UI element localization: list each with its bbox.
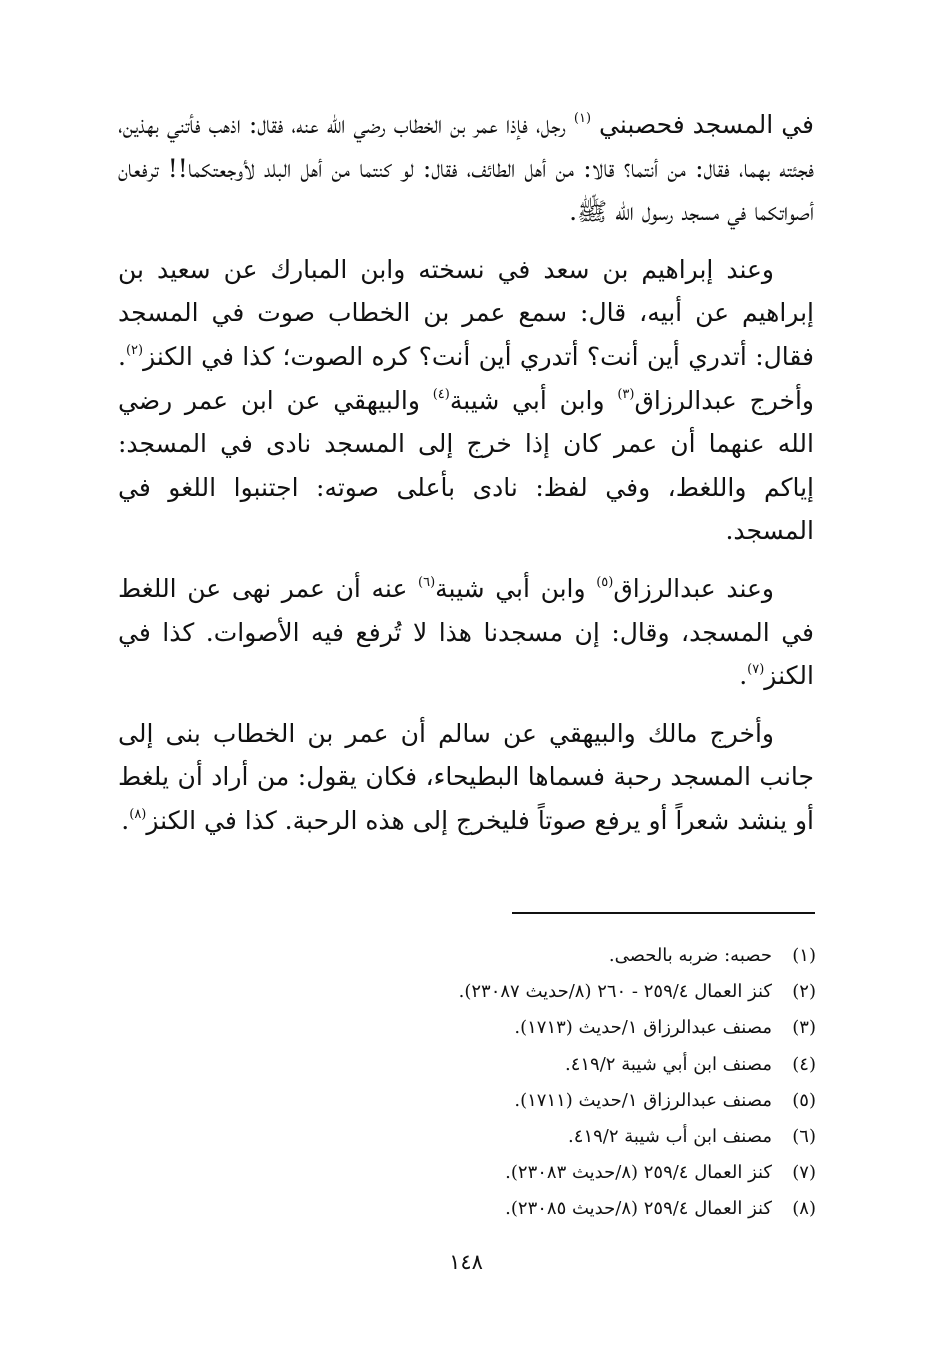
footnote-item [330, 974, 816, 1010]
footnote-text: مصنف ابن أبي شيبة ٤١٩/٢. [564, 1053, 772, 1075]
footnote-ref: (٥) [596, 574, 614, 590]
footnote-item [330, 1191, 816, 1227]
text-span: وعند إبراهيم بن سعد في نسخته وابن المبارك عن سعيد بن إبراهيم عن أبيه، قال: سمع عمر بن الخطاب صوت في المسجد فقال: أتدري أين أنت؟ أتدري أين أنت؟ كره الصوت؛ كذا في الكنز [118, 254, 814, 371]
footnote-number: (٢) [792, 981, 816, 1003]
footnote-ref: (٢) [125, 342, 144, 358]
footnote-number: (١) [792, 945, 816, 966]
text-span: والبيهقي عن ابن عمر رضي الله عنهما أن عمر كان إذا خرج إلى المسجد نادى في المسجد: إياكم واللغط، وفي لفظ: نادى بأعلى صوته: اجتنبوا اللغو في المسجد. [118, 385, 814, 546]
footnote-text: كنز العمال ٢٥٩/٤ (٨/حديث ٢٣٠٨٥). [505, 1198, 772, 1220]
footnote-text: مصنف عبدالرزاق ١/حديث (١٧١٣). [514, 1017, 772, 1039]
footnote-ref: (٨) [129, 806, 147, 822]
footnote-separator [512, 912, 815, 914]
footnote-item [330, 1119, 816, 1155]
footnote-item [330, 1047, 816, 1083]
text-span: رجل، فإذا عمر بن الخطاب رضي الله عنه، فقال: اذهب فأتني بهذين، فجئته بهما، فقال: من أنتما؟ قالا: من أهل الطائف، فقال: لو كنتما من أهل البلد لأوجعتكما!! ترفعان أصواتكما في مسجد رسول الله ﷺ. [118, 110, 814, 227]
paragraph-3 [118, 567, 814, 698]
footnote-number: (٨) [792, 1198, 816, 1220]
footnote-ref: (٧) [747, 662, 765, 678]
main-text [118, 103, 814, 857]
footnote-number: (٤) [792, 1053, 816, 1075]
footnote-number: (٥) [792, 1089, 816, 1111]
paragraph-2 [118, 248, 814, 553]
footnote-text: مصنف ابن أب شيبة ٤١٩/٢. [568, 1126, 772, 1148]
text-span: في المسجد فحصبني [591, 110, 814, 139]
paragraph-1 [118, 103, 814, 234]
text-span: . [739, 661, 748, 691]
footnote-ref: (٣) [617, 386, 635, 402]
text-span: . وأخرج عبدالرزاق [118, 341, 814, 415]
text-span: وابن أبي شيبة [435, 573, 597, 603]
footnote-ref: (١) [573, 111, 592, 126]
footnote-number: (٣) [792, 1017, 816, 1039]
footnote-number: (٦) [792, 1126, 816, 1148]
footnotes-list [330, 938, 816, 1228]
footnote-text: كنز العمال ٢٥٩/٤ (٨/حديث ٢٣٠٨٣). [505, 1162, 772, 1184]
text-span: عنه أن عمر نهى عن اللغط في المسجد، وقال: إن مسجدنا هذا لا تُرفع فيه الأصوات. كذا في الكنز [118, 573, 814, 691]
footnote-text: مصنف عبدالرزاق ١/حديث (١٧١١). [514, 1089, 772, 1111]
footnote-ref: (٤) [432, 386, 450, 402]
footnote-text: حصبه: ضربه بالحصى. [608, 945, 772, 966]
footnote-item [330, 1155, 816, 1191]
footnote-text: كنز العمال ٢٥٩/٤ - ٢٦٠ (٨/حديث ٢٣٠٨٧). [458, 981, 772, 1003]
text-span: وأخرج مالك والبيهقي عن سالم أن عمر بن الخطاب بنى إلى جانب المسجد رحبة فسماها البطيحاء، فكان يقول: من أراد أن يلغط أو ينشد شعراً أو يرفع صوتاً فليخرج إلى هذه الرحبة. كذا في الكنز [118, 718, 814, 835]
text-span: وعند عبدالرزاق [613, 573, 774, 603]
footnote-item [330, 1083, 816, 1119]
text-span: وابن أبي شيبة [449, 385, 618, 415]
footnote-item [330, 938, 816, 974]
footnote-number: (٧) [792, 1162, 816, 1184]
page-number: ١٤٨ [449, 1250, 483, 1274]
paragraph-4 [118, 712, 814, 843]
footnote-item [330, 1010, 816, 1046]
text-span: . [121, 805, 130, 835]
footnote-ref: (٦) [418, 574, 436, 590]
